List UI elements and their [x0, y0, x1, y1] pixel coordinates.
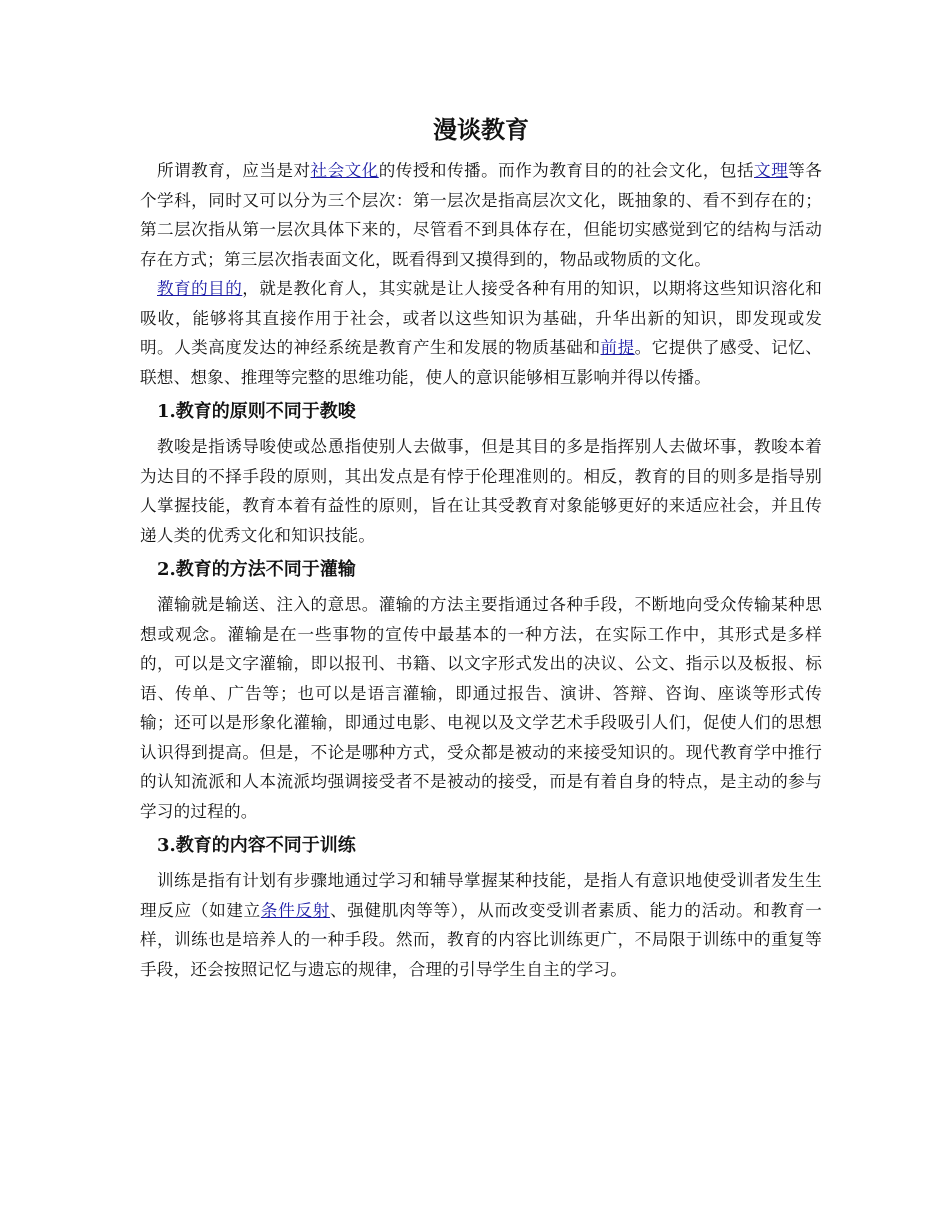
purpose-paragraph [140, 274, 822, 392]
section-heading-2: 2.教育的方法不同于灌输 [157, 559, 356, 580]
link-liberal-science[interactable]: 文理 [754, 161, 789, 180]
text-span: 。它提供了感受、记忆、联想、想象、推理等完整的思维功能，使人的意识能够相互影响并得以传播。 [140, 338, 822, 387]
text-span: 所谓教育，应当是对 [157, 161, 311, 180]
text-span: 等各个学科，同时又可以分为三个层次：第一层次是指高层次文化，既抽象的、看不到存在的；第二层次指从第一层次具体下来的，尽管看不到具体存在，但能切实感觉到它的结构与活动存在方式；第三层次指表面文化，既看得到又摸得到的，物品或物质的文化。 [140, 161, 822, 269]
text-span: 、强健肌肉等等），从而改变受训者素质、能力的活动。和教育一样，训练也是培养人的一种手段。然而，教育的内容比训练更广，不局限于训练中的重复等手段，还会按照记忆与遗忘的规律，合理的引导学生自主的学习。 [140, 900, 822, 979]
link-social-culture[interactable]: 社会文化 [310, 161, 379, 180]
section-paragraph-1: 教唆是指诱导唆使或怂恿指使别人去做事，但是其目的多是指挥别人去做坏事，教唆本着为达目的不择手段的原则，其出发点是有悖于伦理准则的。相反，教育的目的则多是指导别人掌握技能，教育本着有益性的原则，旨在让其受教育对象能够更好的来适应社会，并且传递人类的优秀文化和知识技能。 [140, 437, 822, 545]
link-education-purpose[interactable]: 教育的目的 [157, 279, 243, 298]
link-premise[interactable]: 前提 [600, 338, 635, 357]
intro-paragraph [140, 156, 822, 274]
text-span: ，就是教化育人，其实就是让人接受各种有用的知识，以期将这些知识溶化和吸收，能够将其直接作用于社会，或者以这些知识为基础，升华出新的知识，即发现或发明。人类高度发达的神经系统是教育产生和发展的物质基础和 [140, 279, 822, 357]
link-conditioned-reflex[interactable]: 条件反射 [260, 900, 330, 920]
section-heading-1: 1.教育的原则不同于教唆 [157, 401, 356, 422]
text-span: 的传授和传播。而作为教育目的的社会文化，包括 [378, 161, 755, 180]
text-span: 训练是指有计划有步骤地通过学习和辅导掌握某种技能，是指人有意识地使受训者发生生理反应（如建立 [140, 871, 822, 920]
document-body [140, 110, 822, 984]
section-paragraph-2: 灌输就是输送、注入的意思。灌输的方法主要指通过各种手段，不断地向受众传输某种思想或观念。灌输是在一些事物的宣传中最基本的一种方法，在实际工作中，其形式是多样的，可以是文字灌输，即以报刊、书籍、以文字形式发出的决议、公文、指示以及板报、标语、传单、广告等；也可以是语言灌输，即通过报告、演讲、答辩、咨询、座谈等形式传输；还可以是形象化灌输，即通过电影、电视以及文学艺术手段吸引人们，促使人们的思想认识得到提高。但是，不论是哪种方式，受众都是被动的来接受知识的。现代教育学中推行的认知流派和人本流派均强调接受者不是被动的接受，而是有着自身的特点，是主动的参与学习的过程的。 [140, 595, 822, 821]
section-paragraph-3 [140, 866, 822, 984]
page-title: 漫谈教育 [433, 115, 529, 144]
section-heading-3: 3.教育的内容不同于训练 [157, 835, 356, 856]
